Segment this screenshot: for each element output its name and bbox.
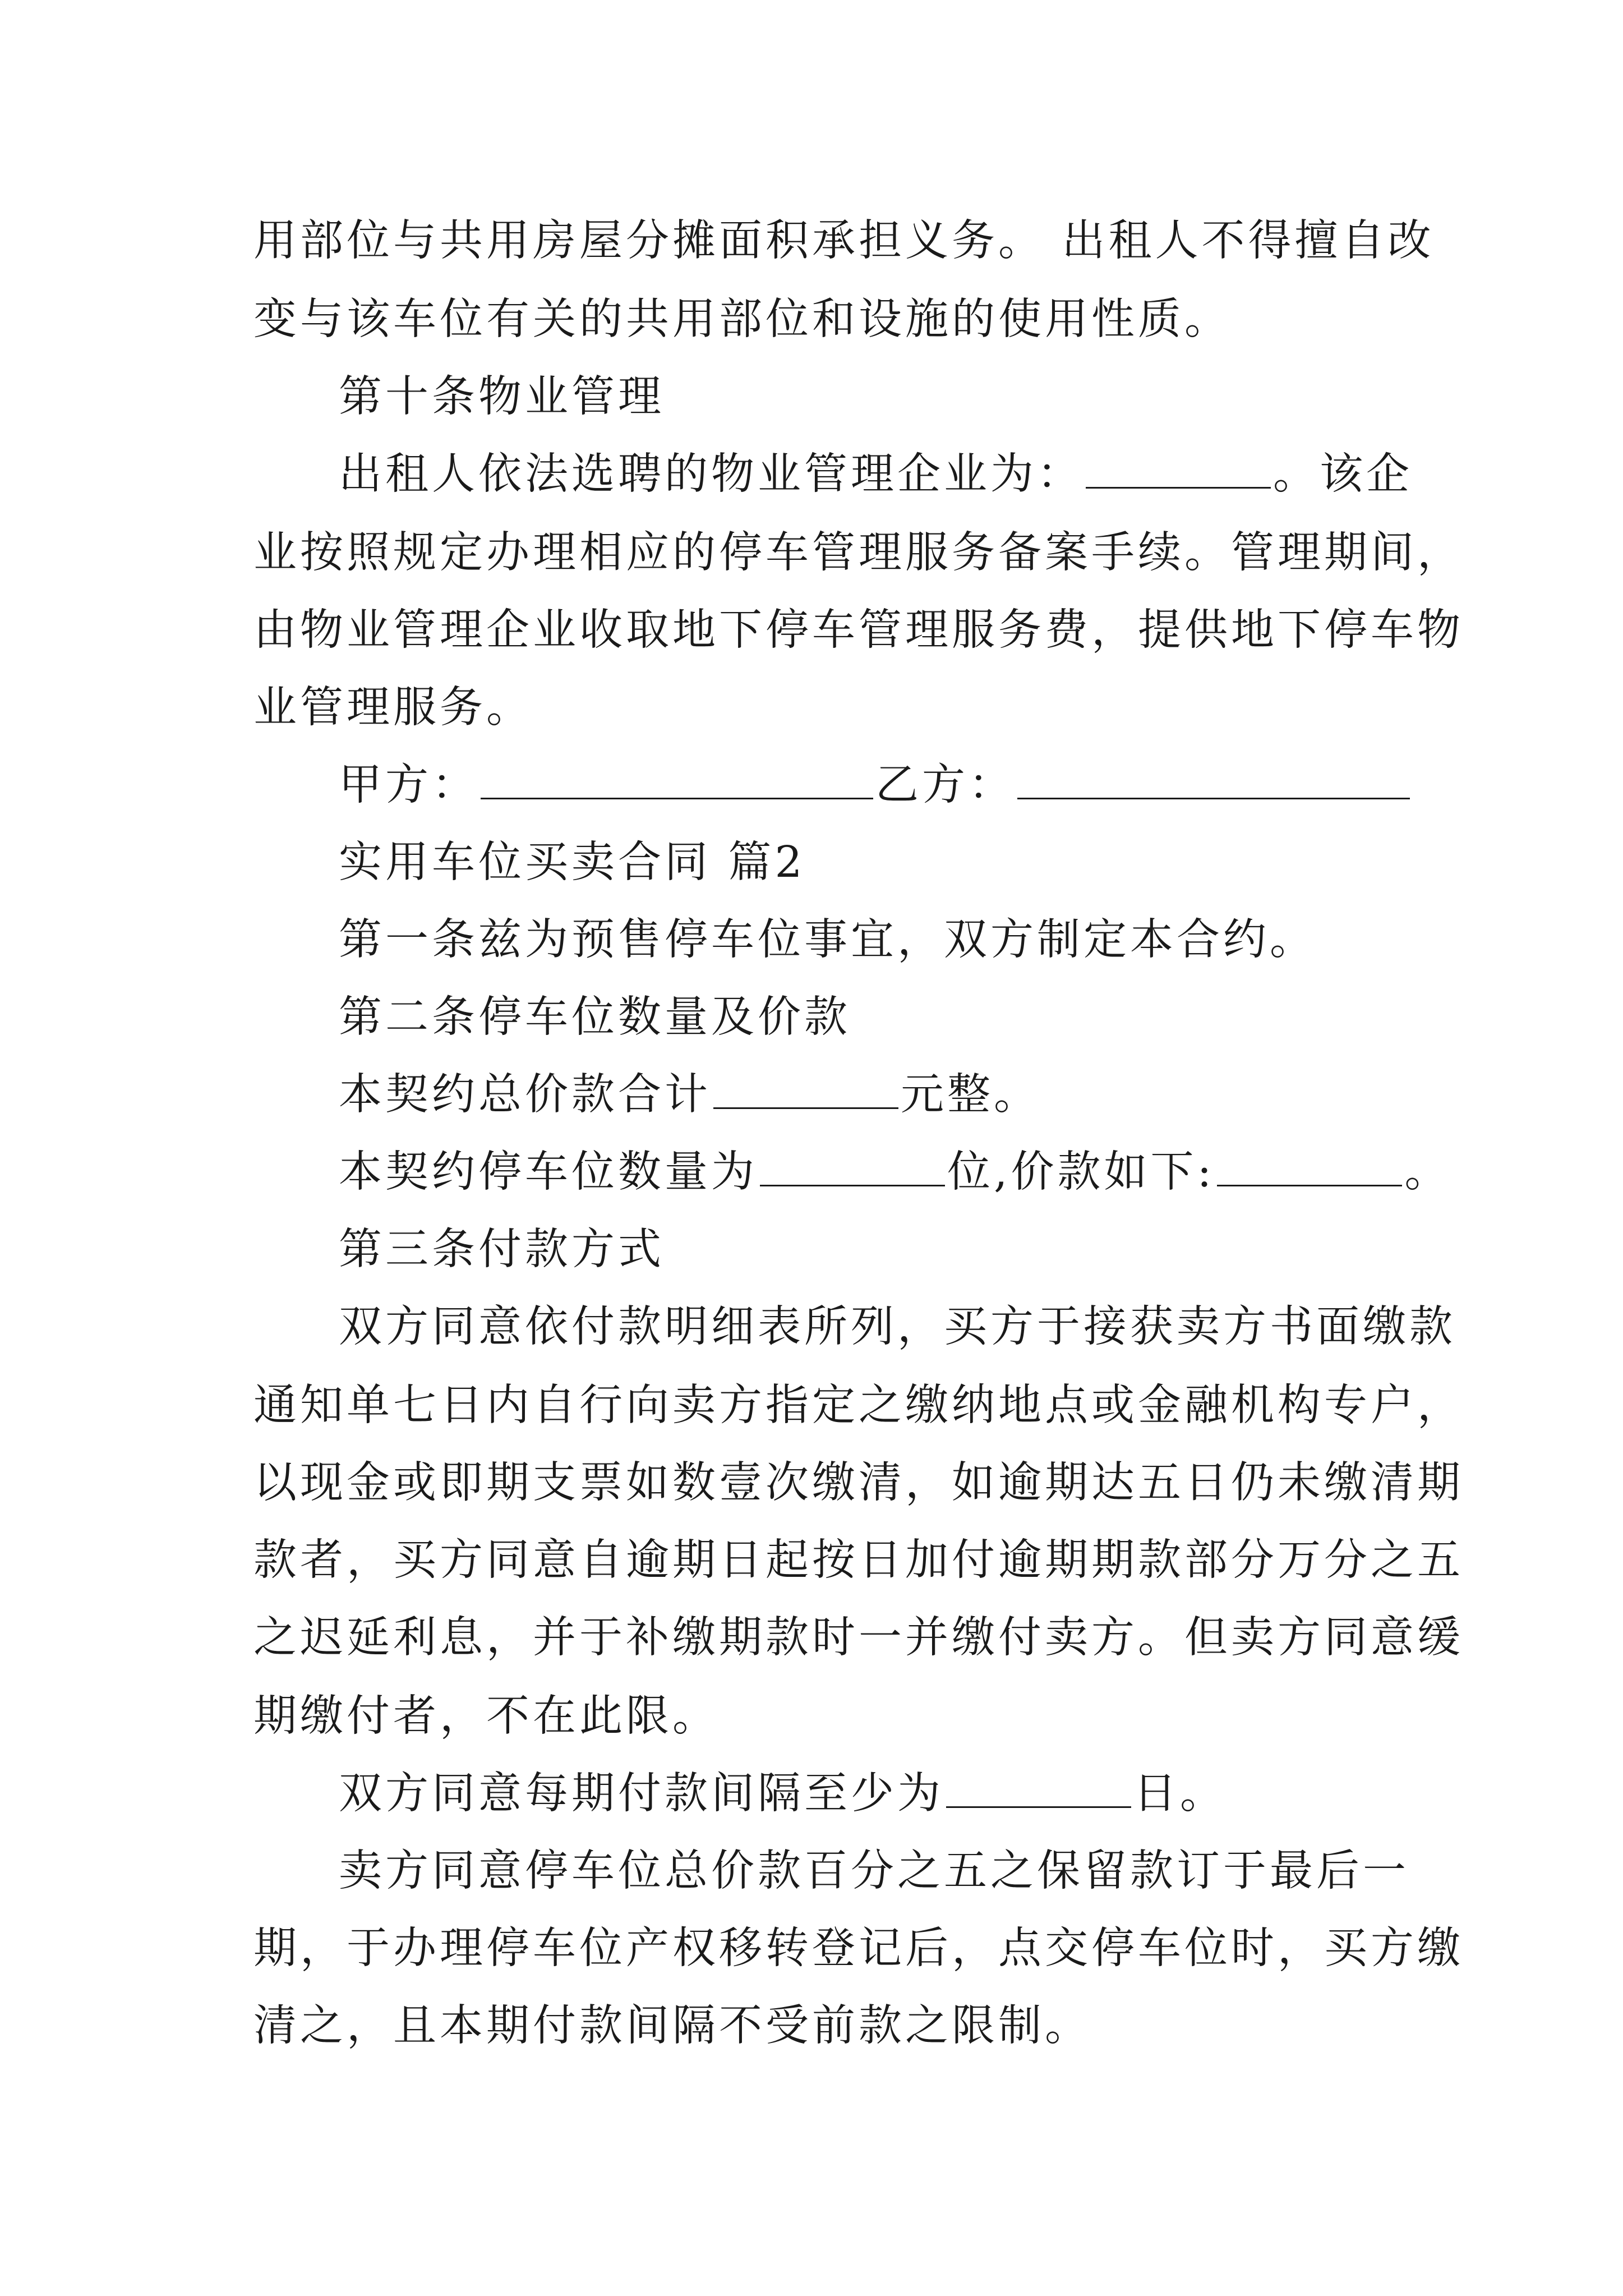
- section-heading: 第三条付款方式: [339, 1225, 665, 1274]
- paragraph-line: 业管理服务。: [253, 683, 533, 733]
- section-heading: 第十条物业管理: [339, 372, 665, 422]
- section-heading: 第二条停车位数量及价款: [339, 992, 851, 1042]
- party-b-blank: [1017, 761, 1410, 799]
- paragraph-line: [339, 447, 1413, 503]
- paragraph-line: [339, 1067, 1386, 1123]
- fill-in-blank: [760, 1148, 945, 1186]
- party-a-blank: [481, 761, 873, 799]
- text-segment: 双方同意每期付款间隔至少为: [339, 1769, 944, 1819]
- text-segment: 位,价款如下:: [947, 1147, 1215, 1197]
- paragraph-line: 用部位与共用房屋分摊面积承担义务。 出租人不得擅自改: [253, 216, 1435, 266]
- fill-in-blank: [713, 1070, 898, 1109]
- paragraph-line: 期缴付者，不在此限。: [253, 1691, 719, 1741]
- paragraph-line: 变与该车位有关的共用部位和设施的使用性质。: [253, 295, 1231, 344]
- paragraph-line: [339, 1144, 1451, 1200]
- paragraph-line: 之迟延利息，并于补缴期款时一并缴付卖方。但卖方同意缓: [253, 1613, 1464, 1663]
- fill-in-blank: [1086, 450, 1271, 489]
- paragraph-line: 款者，买方同意自逾期日起按日加付逾期期款部分万分之五: [253, 1535, 1464, 1585]
- paragraph-line: [339, 1766, 1386, 1822]
- fill-in-blank: [946, 1769, 1131, 1808]
- party-b-label: 乙方：: [875, 760, 1015, 810]
- text-segment: 出租人依法选聘的物业管理企业为：: [339, 449, 1083, 499]
- fill-in-blank: [1217, 1148, 1402, 1186]
- text-segment: 。: [1404, 1147, 1451, 1197]
- party-a-label: 甲方：: [339, 760, 478, 810]
- paragraph-line: 业按照规定办理相应的停车管理服务备案手续。管理期间，: [253, 528, 1464, 578]
- section-title: 实用车位买卖合同 篇2: [339, 838, 806, 887]
- signature-line: [339, 757, 1386, 813]
- text-segment: 。该企: [1273, 449, 1413, 499]
- text-segment: 本契约停车位数量为: [339, 1147, 758, 1197]
- paragraph-line: 清之，且本期付款间隔不受前款之限制。: [253, 2001, 1091, 2051]
- paragraph-line: 双方同意依付款明细表所列，买方于接获卖方书面缴款: [339, 1302, 1456, 1352]
- paragraph-line: 通知单七日内自行向卖方指定之缴纳地点或金融机构专户，: [253, 1381, 1464, 1430]
- text-segment: 元整。: [901, 1070, 1040, 1120]
- paragraph-line: 以现金或即期支票如数壹次缴清，如逾期达五日仍未缴清期: [253, 1458, 1464, 1508]
- paragraph-line: 期，于办理停车位产权移转登记后，点交停车位时，买方缴: [253, 1924, 1464, 1973]
- paragraph-line: 卖方同意停车位总价款百分之五之保留款订于最后一: [339, 1846, 1409, 1896]
- text-segment: 日。: [1133, 1769, 1227, 1819]
- text-segment: 本契约总价款合计: [339, 1070, 711, 1120]
- paragraph-line: 第一条兹为预售停车位事宜，双方制定本合约。: [339, 915, 1316, 965]
- paragraph-line: 由物业管理企业收取地下停车管理服务费，提供地下停车物: [253, 605, 1464, 655]
